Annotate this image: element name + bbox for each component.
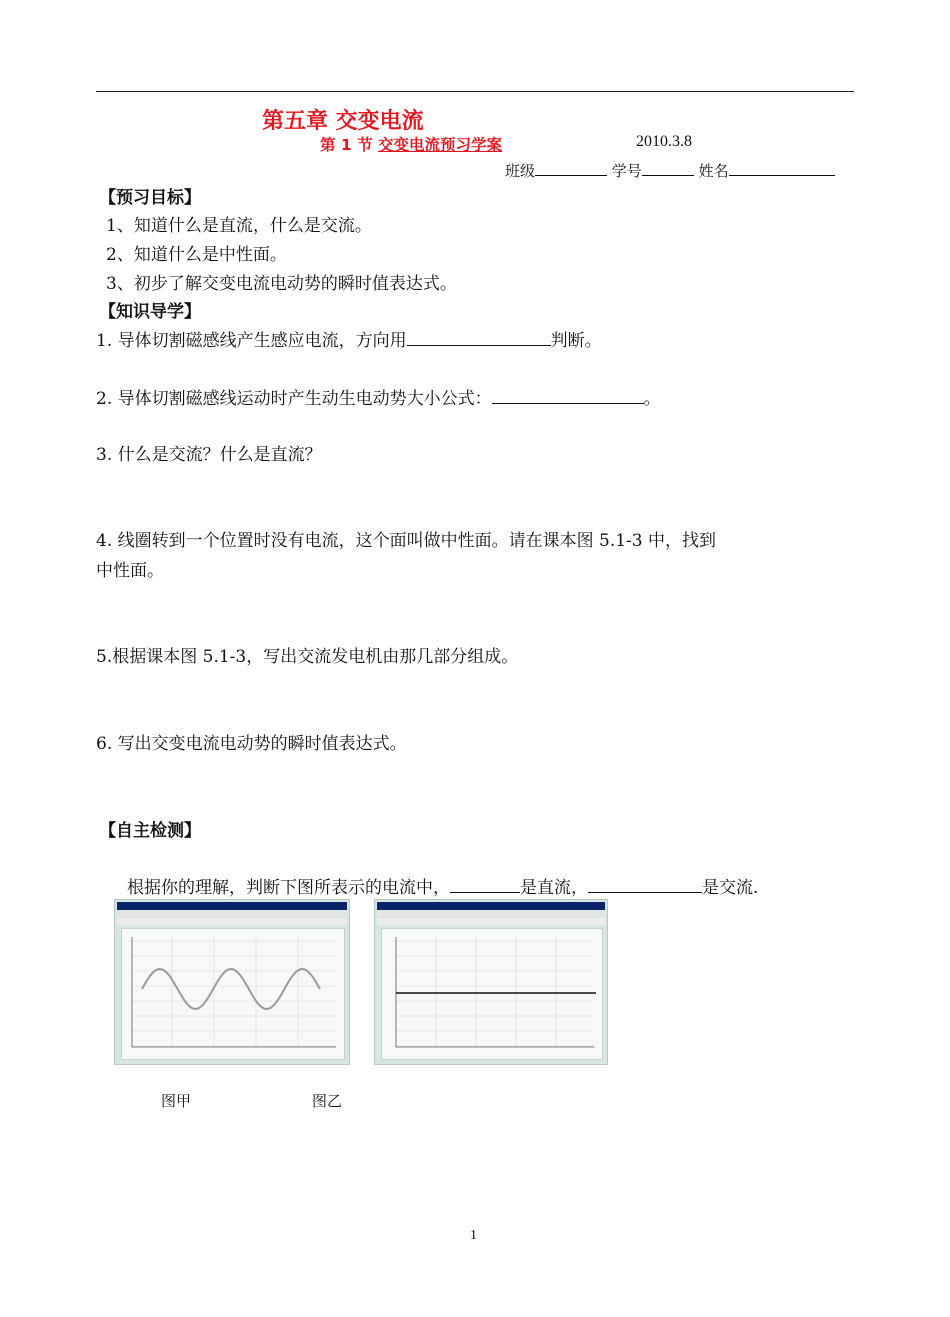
class-label: 班级: [505, 162, 536, 180]
caption-figure-a: 图甲: [161, 1092, 192, 1110]
question-6: 6. 写出交变电流电动势的瞬时值表达式。: [96, 734, 407, 754]
date: 2010.3.8: [636, 133, 692, 150]
caption-figure-b: 图乙: [312, 1092, 343, 1110]
figure-a-plot: [121, 928, 345, 1060]
figure-b-graph: [382, 929, 602, 1059]
question-2: [96, 384, 661, 409]
ac-answer-blank[interactable]: [588, 877, 702, 893]
figure-b-menubar: [377, 911, 605, 917]
figure-b-titlebar: [377, 902, 605, 910]
guide-heading: 【知识导学】: [99, 302, 201, 322]
name-blank[interactable]: [729, 160, 835, 176]
sine-curve: [142, 969, 320, 1009]
section-title: [320, 133, 502, 155]
answer-blank-1[interactable]: [407, 330, 551, 346]
figure-b-screenshot: [374, 899, 608, 1065]
section-name: 交变电流预习学案: [377, 136, 502, 154]
answer-blank-2[interactable]: [492, 388, 644, 404]
class-blank[interactable]: [535, 160, 607, 176]
chapter-title: 第五章 交变电流: [262, 109, 424, 134]
check-prompt-mid: 是直流，: [520, 878, 588, 898]
question-3: 3. 什么是交流？什么是直流？: [96, 445, 322, 465]
question-1-tail: 判断。: [550, 331, 602, 351]
question-2-text: 2. 导体切割磁感线运动时产生动生电动势大小公式：: [96, 389, 492, 409]
header-rule: [96, 91, 854, 92]
question-2-tail: 。: [643, 389, 661, 409]
student-info: [505, 160, 835, 181]
number-blank[interactable]: [642, 160, 694, 176]
objective-item: 1、知道什么是直流，什么是交流。: [106, 216, 372, 236]
section-prefix: 第 1 节: [320, 136, 378, 154]
number-label: 学号: [611, 162, 642, 180]
check-prompt: [127, 873, 758, 898]
figure-a-titlebar: [117, 902, 347, 910]
figure-a-toolbar: [117, 918, 347, 925]
question-4-line-2: 中性面。: [96, 561, 164, 581]
check-prompt-text: 根据你的理解，判断下图所表示的电流中，: [127, 878, 450, 898]
objective-item: 2、知道什么是中性面。: [106, 245, 287, 265]
question-1: [96, 326, 602, 351]
figure-b-plot: [381, 928, 603, 1060]
figure-a-screenshot: [114, 899, 350, 1065]
question-5: 5.根据课本图 5.1-3，写出交流发电机由那几部分组成。: [96, 647, 519, 667]
objective-item: 3、初步了解交变电流电动势的瞬时值表达式。: [106, 274, 457, 294]
question-1-text: 1. 导体切割磁感线产生感应电流，方向用: [96, 331, 407, 351]
figure-a-graph: [122, 929, 344, 1059]
page-number: 1: [470, 1228, 477, 1243]
question-4-line-1: 4. 线圈转到一个位置时没有电流，这个面叫做中性面。请在课本图 5.1-3 中，找到: [96, 531, 717, 551]
objectives-heading: 【预习目标】: [99, 188, 201, 208]
name-label: 姓名: [698, 162, 729, 180]
figure-b-toolbar: [377, 918, 605, 925]
dc-answer-blank[interactable]: [450, 877, 520, 893]
figure-a-menubar: [117, 911, 347, 917]
check-heading: 【自主检测】: [99, 821, 201, 841]
check-prompt-tail: 是交流.: [702, 878, 759, 898]
